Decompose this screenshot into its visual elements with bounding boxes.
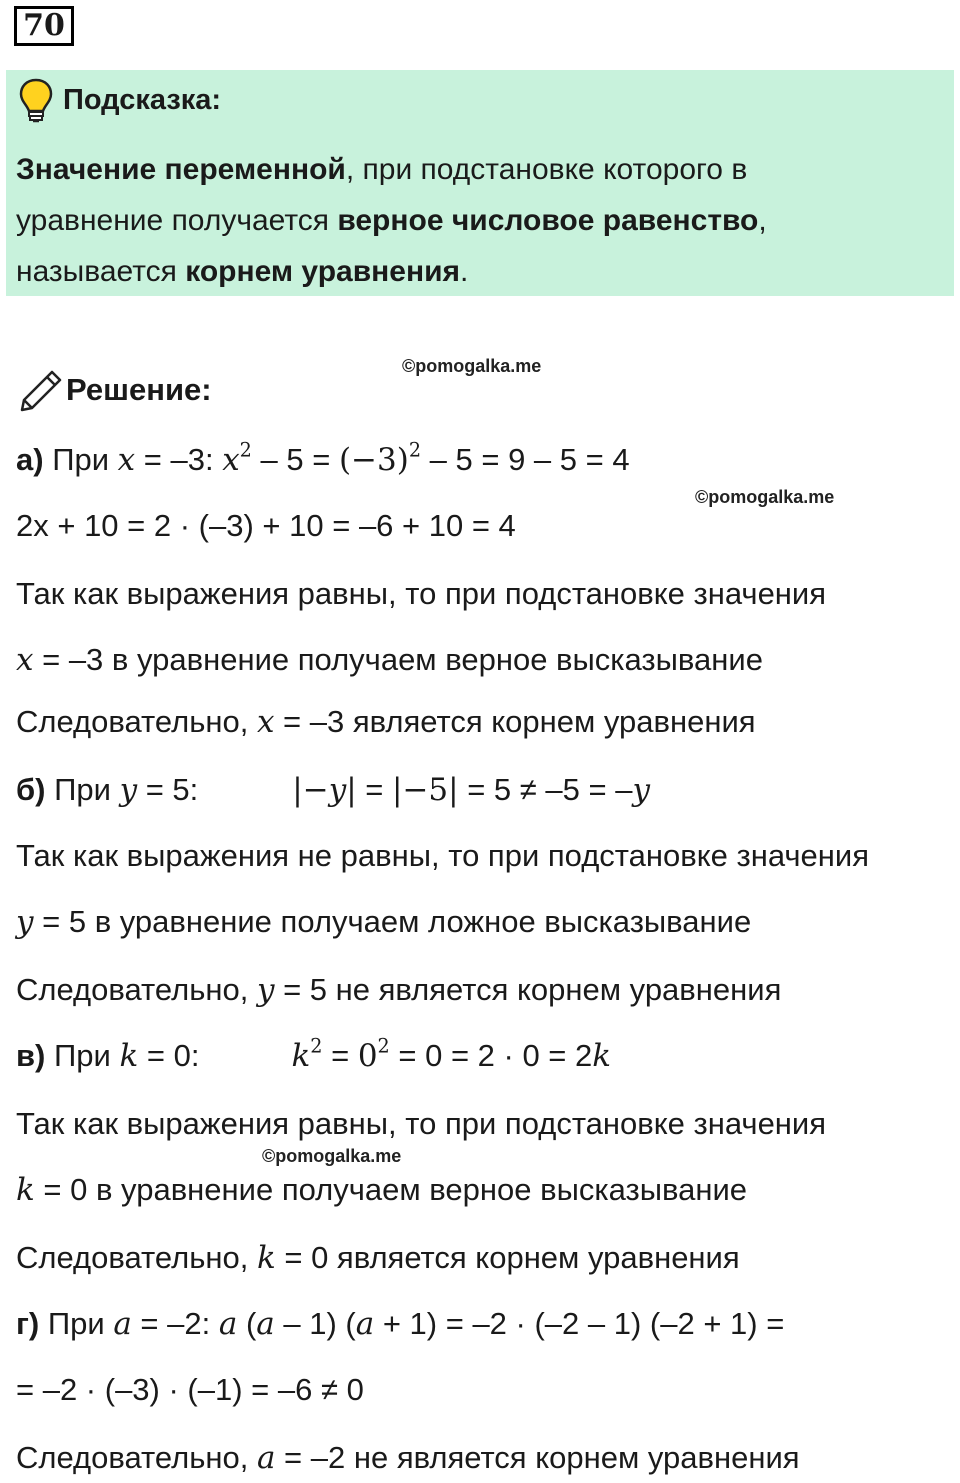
part-b-conclusion: Следовательно, y = 5 не является корнем уравнения [16, 972, 782, 1008]
part-a-text-1: Так как выражения равны, то при подстановке значения [16, 576, 827, 611]
watermark: ©pomogalka.me [402, 356, 542, 376]
pencil-icon [18, 368, 64, 414]
part-v-conclusion: Следовательно, k = 0 является корнем уравнения [16, 1240, 740, 1276]
part-g-line-1: г) При a = –2: a (a – 1) (a + 1) = –2 · (–2 – 1) (–2 + 1) = [16, 1306, 785, 1342]
part-g-conclusion: Следовательно, a = –2 не является корнем уравнения [16, 1440, 800, 1476]
hint-box [6, 70, 954, 296]
part-b-text-1: Так как выражения не равны, то при подстановке значения [16, 838, 869, 873]
part-a-line-2: 2x + 10 = 2 · (–3) + 10 = –6 + 10 = 4 [16, 508, 516, 543]
part-v-text-1: Так как выражения равны, то при подстановке значения [16, 1106, 827, 1141]
part-b-text-2: y = 5 в уравнение получаем ложное высказывание [16, 904, 752, 940]
part-v-line-1: в) При k = 0: $k^2 = 0^2 = 0 = 2 \cdot 0 = 2k$ [16, 1034, 612, 1074]
lightbulb-icon [18, 78, 54, 124]
watermark: ©pomogalka.me [695, 487, 835, 507]
task-number: 70 [14, 6, 74, 46]
solution-title: Решение: [66, 372, 212, 407]
part-b-line-1: б) При y = 5: |−y| = |−5| = 5 ≠ –5 = –y [16, 772, 650, 808]
hint-title: Подсказка: [63, 84, 222, 116]
hint-text: Значение переменной, при подстановке которого в уравнение получается верное числовое равенство, называется корнем уравнения. [16, 153, 767, 288]
part-a-line-1: а) При x = –3: $x^2 - 5 = (-3)^2 - 5 = 9 - 5 = 4$ [16, 438, 630, 478]
part-v-text-2: k = 0 в уравнение получаем верное высказывание [16, 1172, 748, 1208]
watermark: ©pomogalka.me [262, 1146, 402, 1166]
part-a-text-2: x = –3 в уравнение получаем верное высказывание [16, 642, 763, 678]
part-g-line-2: = –2 · (–3) · (–1) = –6 ≠ 0 [16, 1372, 364, 1407]
part-a-conclusion: Следовательно, x = –3 является корнем уравнения [16, 704, 756, 740]
